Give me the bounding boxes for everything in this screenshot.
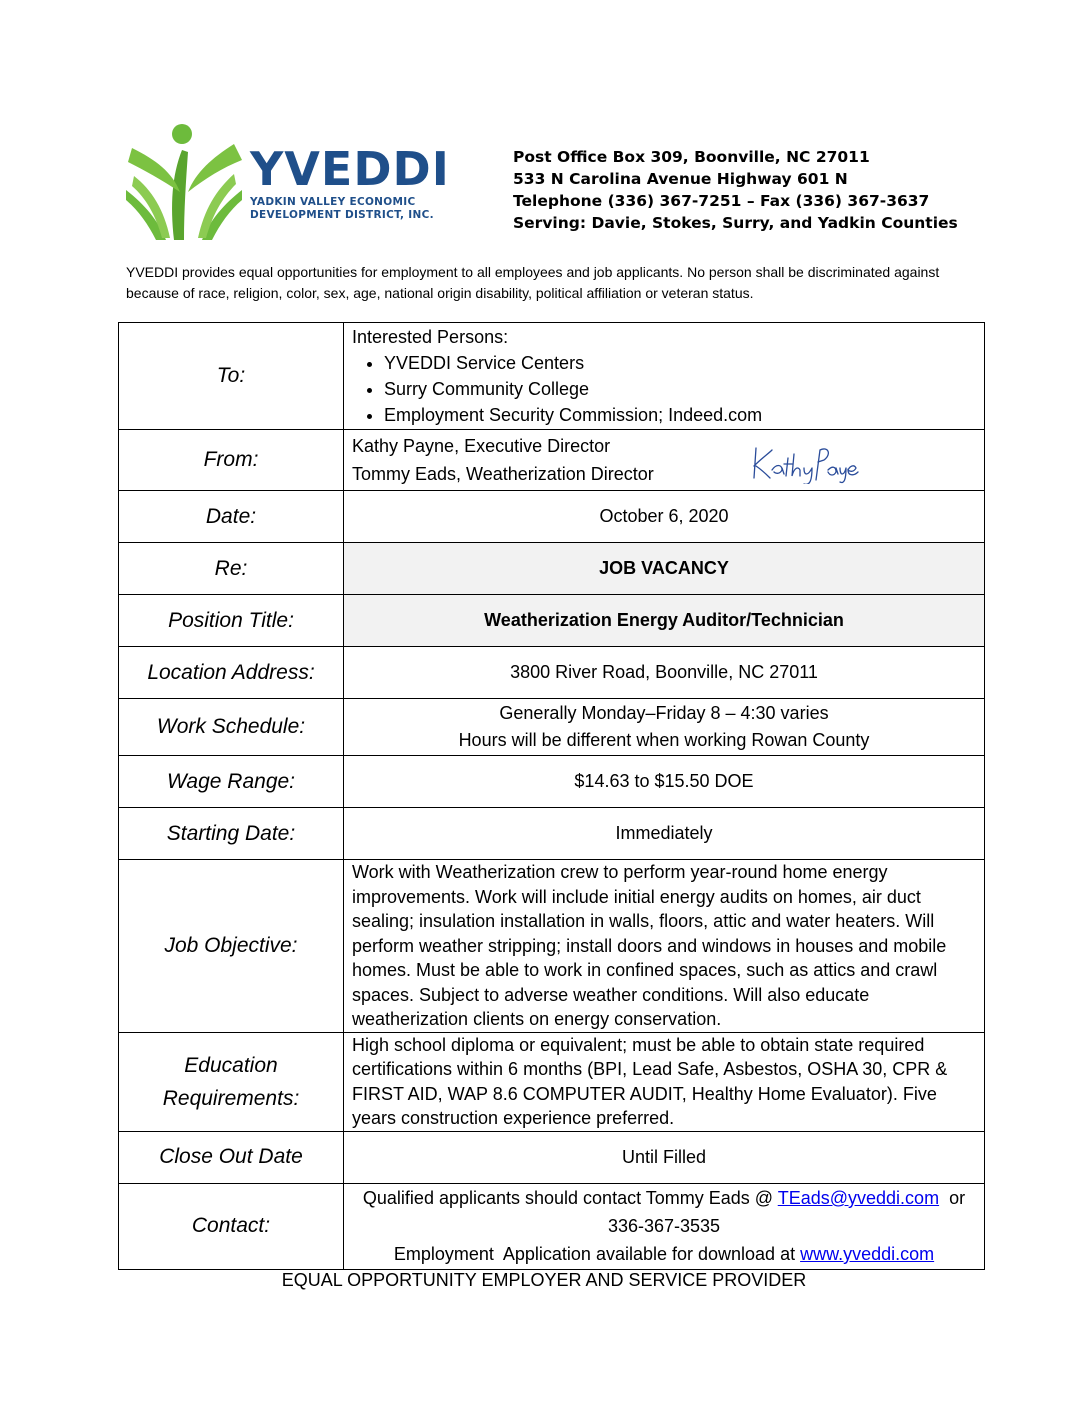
label-position: Position Title: bbox=[119, 595, 344, 647]
row-date bbox=[119, 491, 985, 543]
logo-subtitle-1: YADKIN VALLEY ECONOMIC bbox=[250, 196, 416, 208]
value-objective: Work with Weatherization crew to perform year-round home energy improvements. Work will include initial energy audits on homes, air duct sealing; insulation installation in walls, floors, attic and water heaters. Will perform weather stripping; install doors and windows in houses and mobile homes. Must be able to work in confined spaces, such as attics and crawl spaces. Subject to adverse weather conditions. Will also educate weatherization clients on energy conservation. bbox=[344, 860, 985, 1033]
value-to bbox=[344, 323, 985, 430]
address-block bbox=[513, 146, 958, 234]
label-schedule: Work Schedule: bbox=[119, 699, 344, 756]
label-location: Location Address: bbox=[119, 647, 344, 699]
value-education: High school diploma or equivalent; must be able to obtain state required certifications within 6 months (BPI, Lead Safe, Asbestos, OSHA 30, CPR & FIRST AID, WAP 8.6 COMPUTER AUDIT, Healthy Home Evaluator). Five years construction experience preferred. bbox=[344, 1032, 985, 1131]
value-location: 3800 River Road, Boonville, NC 27011 bbox=[344, 647, 985, 699]
schedule-line-2: Hours will be different when working Rowan County bbox=[458, 730, 870, 750]
list-item: • Employment Security Commission; Indeed.com bbox=[384, 402, 978, 428]
to-heading: Interested Persons: bbox=[352, 327, 509, 347]
website-link[interactable]: www.yveddi.com bbox=[800, 1244, 935, 1264]
label-contact: Contact: bbox=[119, 1183, 344, 1269]
yveddi-logo bbox=[126, 120, 456, 242]
row-schedule bbox=[119, 699, 985, 756]
list-item: • YVEDDI Service Centers bbox=[384, 350, 978, 376]
value-date: October 6, 2020 bbox=[344, 491, 985, 543]
contact-suffix: or bbox=[939, 1188, 966, 1208]
footer-statement: EQUAL OPPORTUNITY EMPLOYER AND SERVICE PROVIDER bbox=[281, 1270, 807, 1290]
row-objective bbox=[119, 860, 985, 1033]
contact-prefix: Qualified applicants should contact Tommy Eads @ bbox=[362, 1188, 778, 1208]
label-objective: Job Objective: bbox=[119, 860, 344, 1033]
application-prefix: Employment Application available for download at bbox=[393, 1244, 801, 1264]
label-wage: Wage Range: bbox=[119, 756, 344, 808]
row-wage bbox=[119, 756, 985, 808]
value-position: Weatherization Energy Auditor/Technician bbox=[344, 595, 985, 647]
logo-subtitle-2: DEVELOPMENT DISTRICT, INC. bbox=[250, 209, 434, 221]
row-start bbox=[119, 808, 985, 860]
label-from: From: bbox=[119, 430, 344, 491]
education-label-1: Education bbox=[184, 1053, 278, 1077]
row-position bbox=[119, 595, 985, 647]
value-schedule bbox=[344, 699, 985, 756]
label-date: Date: bbox=[119, 491, 344, 543]
signature-kathy-payne bbox=[750, 440, 860, 484]
label-education bbox=[119, 1032, 344, 1131]
address-line-2: 533 N Carolina Avenue Highway 601 N bbox=[513, 170, 848, 188]
row-from bbox=[119, 430, 985, 491]
list-item: • Surry Community College bbox=[384, 376, 978, 402]
row-close bbox=[119, 1131, 985, 1183]
label-start: Starting Date: bbox=[119, 808, 344, 860]
address-line-4: Serving: Davie, Stokes, Surry, and Yadkin Counties bbox=[513, 214, 958, 232]
equal-opportunity-notice: YVEDDI provides equal opportunities for employment to all employees and job applicants. No person shall be discriminated against because of race, religion, color, sex, age, national origin disability, political affiliation or veteran status. bbox=[126, 264, 940, 301]
logo-name: YVEDDI bbox=[250, 142, 450, 196]
address-line-3: Telephone (336) 367-7251 – Fax (336) 367-3637 bbox=[513, 192, 930, 210]
row-to bbox=[119, 323, 985, 430]
email-link[interactable]: TEads@yveddi.com bbox=[777, 1188, 940, 1208]
label-close: Close Out Date bbox=[119, 1131, 344, 1183]
contact-line-1 bbox=[344, 1184, 984, 1212]
education-label-2: Requirements: bbox=[162, 1086, 300, 1110]
value-contact bbox=[344, 1183, 985, 1269]
label-to: To: bbox=[119, 323, 344, 430]
row-location bbox=[119, 647, 985, 699]
leaf-figure-icon bbox=[126, 120, 246, 242]
address-line-1: Post Office Box 309, Boonville, NC 27011 bbox=[513, 148, 870, 166]
schedule-line-1: Generally Monday–Friday 8 – 4:30 varies bbox=[499, 703, 829, 723]
recipient-list bbox=[352, 350, 978, 428]
from-line-2: Tommy Eads, Weatherization Director bbox=[352, 464, 654, 484]
row-contact bbox=[119, 1183, 985, 1269]
vacancy-table bbox=[118, 322, 985, 1270]
value-close: Until Filled bbox=[344, 1131, 985, 1183]
from-line-1: Kathy Payne, Executive Director bbox=[352, 436, 611, 456]
value-wage: $14.63 to $15.50 DOE bbox=[344, 756, 985, 808]
value-start: Immediately bbox=[344, 808, 985, 860]
label-re: Re: bbox=[119, 543, 344, 595]
contact-phone: 336-367-3535 bbox=[607, 1216, 721, 1236]
value-from bbox=[344, 430, 985, 491]
row-education bbox=[119, 1032, 985, 1131]
value-re: JOB VACANCY bbox=[344, 543, 985, 595]
row-re bbox=[119, 543, 985, 595]
contact-line-3 bbox=[344, 1240, 984, 1268]
